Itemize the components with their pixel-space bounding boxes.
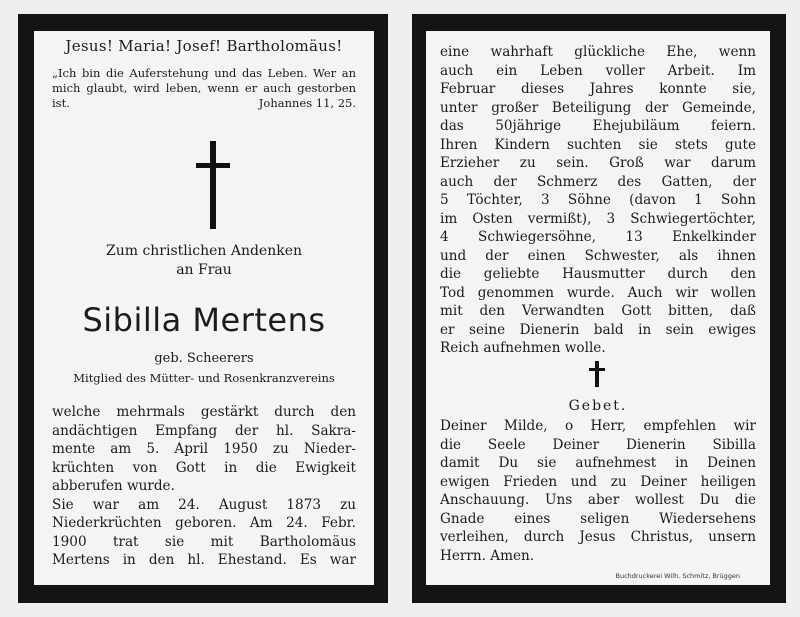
right-card-page bbox=[412, 14, 786, 603]
right-card-inner bbox=[426, 31, 770, 585]
text-line: er seine Dienerin bald in sein ewiges bbox=[440, 321, 756, 338]
text-line: 5 Töchter, 3 Söhne (davon 1 Sohn bbox=[440, 192, 756, 208]
text-line: andächtigen Empfang der hl. Sakra- bbox=[52, 422, 356, 439]
text-line: unter großer Beteiligung der Gemeinde, bbox=[440, 99, 756, 116]
text-line: krüchten von Gott in die Ewigkeit bbox=[52, 459, 356, 476]
bible-quote bbox=[52, 66, 356, 111]
left-card-inner bbox=[34, 31, 374, 585]
prayer-line: verleihen, durch Jesus Christus, unsern bbox=[440, 529, 756, 545]
printer-imprint: Buchdruckerei Wilh. Schmitz, Brüggen bbox=[615, 572, 740, 580]
prayer-text bbox=[440, 417, 756, 565]
small-cross-icon bbox=[589, 361, 605, 387]
text-line: mente am 5. April 1950 zu Nieder- bbox=[52, 441, 356, 457]
text-line: auch der Schmerz des Gatten, der bbox=[440, 173, 756, 190]
invocation-motto: Jesus! Maria! Josef! Bartholomäus! bbox=[65, 37, 343, 55]
prayer-line: Anschauung. Uns aber wollest Du die bbox=[440, 492, 756, 508]
prayer-line: die Seele Deiner Dienerin Sibilla bbox=[440, 436, 756, 453]
an-frau-label: an Frau bbox=[176, 262, 232, 278]
text-line: Sie war am 24. August 1873 zu bbox=[52, 496, 356, 513]
prayer-line: Herrn. Amen. bbox=[440, 547, 535, 564]
maiden-name: geb. Scheerers bbox=[154, 351, 254, 366]
text-line: 4 Schwiegersöhne, 13 Enkelkinder bbox=[440, 229, 756, 245]
text-line: 1900 trat sie mit Bartholomäus bbox=[52, 533, 356, 550]
prayer-title: Gebet. bbox=[568, 398, 628, 414]
prayer-line: Deiner Milde, o Herr, empfehlen wir bbox=[440, 418, 756, 434]
prayer-line: ewigen Frieden und zu Deiner heiligen bbox=[440, 473, 756, 490]
quote-text: „Ich bin die Auferstehung und das Leben. Wer an mich glaubt, wird leben, wenn er auch gestorben ist. bbox=[52, 66, 356, 110]
prayer-line: Gnade eines seligen Wiedersehens bbox=[440, 510, 756, 527]
deceased-name: Sibilla Mertens bbox=[82, 301, 326, 339]
text-line: Ihren Kindern suchten sie stets gute bbox=[440, 136, 756, 153]
cross-icon bbox=[196, 141, 230, 231]
membership-line: Mitglied des Mütter- und Rosenkranzvereins bbox=[73, 371, 335, 385]
text-line: auch ein Leben voller Arbeit. Im bbox=[440, 62, 756, 79]
text-line: Erzieher zu sein. Groß war darum bbox=[440, 155, 756, 171]
text-line: abberufen wurde. bbox=[52, 478, 175, 494]
prayer-line: damit Du sie aufnehmest in Deinen bbox=[440, 455, 756, 471]
text-line: welche mehrmals gestärkt durch den bbox=[52, 404, 356, 420]
text-line: eine wahrhaft glückliche Ehe, wenn bbox=[440, 44, 756, 60]
text-line: Mertens in den hl. Ehestand. Es war bbox=[52, 552, 356, 568]
text-line: die geliebte Hausmutter durch den bbox=[440, 266, 756, 282]
left-card-page bbox=[18, 14, 388, 603]
text-line: Niederkrüchten geboren. Am 24. Febr. bbox=[52, 515, 356, 531]
text-line: mit den Verwandten Gott bitten, daß bbox=[440, 303, 756, 319]
left-body-text bbox=[52, 403, 356, 570]
right-body-text bbox=[440, 43, 756, 358]
text-line: Reich aufnehmen wolle. bbox=[440, 340, 606, 356]
quote-reference: Johannes 11, 25. bbox=[258, 96, 356, 110]
text-line: Tod genommen wurde. Auch wir wollen bbox=[440, 284, 756, 301]
text-line: im Osten vermißt), 3 Schwiegertöchter, bbox=[440, 210, 756, 227]
in-memory-heading: Zum christlichen Andenken bbox=[105, 243, 303, 259]
text-line: und der einen Schwester, als ihnen bbox=[440, 247, 756, 264]
text-line: das 50jährige Ehejubiläum feiern. bbox=[440, 118, 756, 134]
text-line: Februar dieses Jahres konnte sie, bbox=[440, 81, 756, 97]
